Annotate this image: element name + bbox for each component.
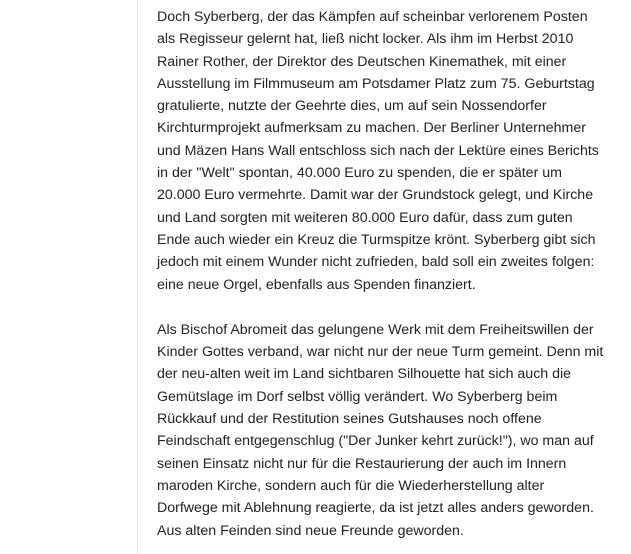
text-line: Ausstellung im Filmmuseum am Potsdamer Platz zum 75. Geburtstag [157, 75, 595, 92]
text-line: Kinder Gottes verband, war nicht nur der neue Turm gemeint. Denn mit [157, 344, 604, 361]
text-line: jedoch mit einem Wunder nicht zufrieden, bald soll ein zweites folgen: [157, 254, 595, 271]
text-line: Rückkauf und der Restitution seines Gutshauses noch offene [157, 411, 542, 428]
text-line: Kirchturmprojekt aufmerksam zu machen. Der Berliner Unternehmer [157, 120, 586, 137]
text-line: der neu-alten weit im Land sichtbaren Silhouette hat sich auch die [157, 366, 572, 383]
article-body [157, 6, 627, 542]
text-line: Rainer Rother, der Direktor des Deutschen Kinemathek, mit einer [157, 53, 567, 70]
text-line: Doch Syberberg, der das Kämpfen auf scheinbar verlorenem Posten [157, 9, 588, 25]
text-line: als Regisseur gelernt hat, ließ nicht locker. Als ihm im Herbst 2010 [157, 31, 574, 48]
text-line: gratulierte, nutzte der Geehrte dies, um auf sein Nossendorfer [157, 98, 547, 115]
text-line: eine neue Orgel, ebenfalls aus Spenden finanziert. [157, 276, 476, 293]
text-line: Gemütslage im Dorf selbst völlig verändert. Wo Syberberg beim [157, 388, 558, 405]
text-line: Ende auch wieder ein Kreuz die Turmspitze krönt. Syberberg gibt sich [157, 231, 596, 248]
text-line: seinen Einsatz nicht nur für die Restaurierung der auch im Innern [157, 455, 567, 472]
text-line: 20.000 Euro vermehrte. Damit war der Grundstock gelegt, und Kirche [157, 187, 594, 204]
text-line: Dorfwege mit Ablehnung reagierte, da ist jetzt alles anders geworden. [157, 500, 594, 517]
text-line: Feindschaft entgegenschlug ("Der Junker kehrt zurück!"), wo man auf [157, 433, 594, 450]
article-paragraph-2 [157, 319, 627, 542]
text-line: in der "Welt" spontan, 40.000 Euro zu spenden, die er später um [157, 165, 562, 182]
text-line: und Land sorgten mit weiteren 80.000 Euro dafür, dass zum guten [157, 209, 573, 226]
text-line: Als Bischof Abromeit das gelungene Werk mit dem Freiheitswillen der [157, 321, 594, 338]
article-paragraph-1 [157, 6, 627, 296]
text-line: maroden Kirche, sondern auch für die Wiederherstellung alter [157, 477, 545, 494]
text-line: und Mäzen Hans Wall entschloss sich nach der Lektüre eines Berichts [157, 142, 599, 159]
paragraph-spacer [157, 296, 627, 319]
left-column-divider [137, 0, 138, 554]
text-line: Aus alten Feinden sind neue Freunde geworden. [157, 522, 464, 539]
